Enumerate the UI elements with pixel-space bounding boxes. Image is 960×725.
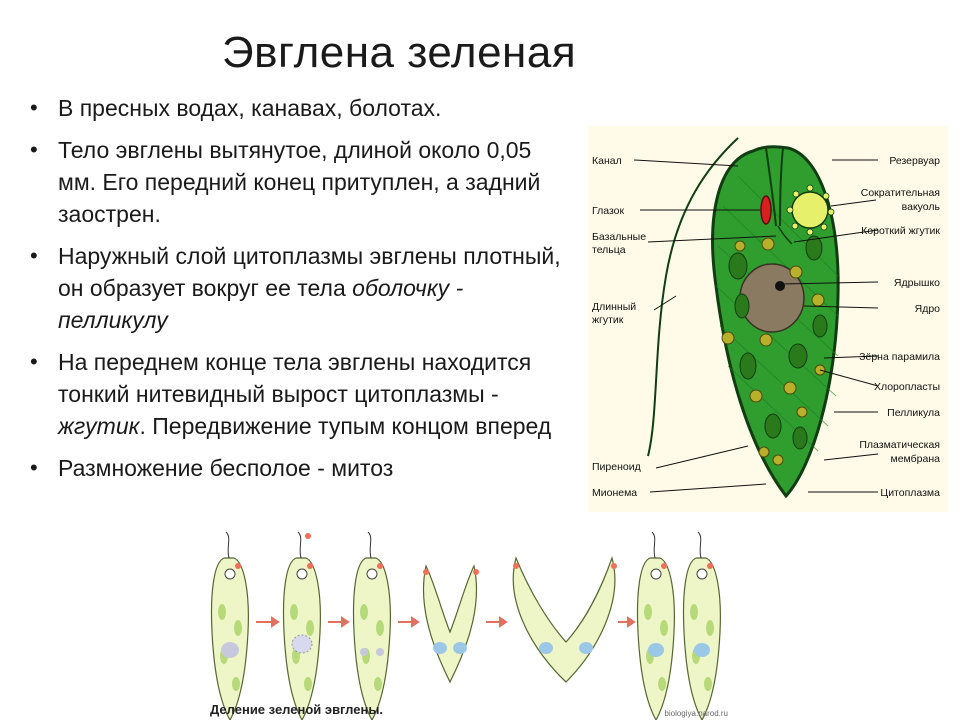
bullet-reproduction-text: Размножение бесполое - митоз xyxy=(58,455,394,481)
label-citoplazma: Цитоплазма xyxy=(880,487,940,499)
nucleolus xyxy=(775,281,785,291)
division-stage-1 xyxy=(212,532,249,720)
label-glazok: Глазок xyxy=(592,205,625,217)
label-mionema: Мионема xyxy=(592,487,638,499)
bullet-flagellum xyxy=(30,346,575,442)
label-korotky: Короткий жгутик xyxy=(861,225,940,237)
bullet-flagellum-tail: . Передвижение тупым концом вперед xyxy=(139,413,552,439)
label-sokr-1: Сократительная xyxy=(860,187,940,199)
division-stage-3 xyxy=(354,532,391,720)
label-dlinny-2: жгутик xyxy=(592,314,624,326)
division-illustration xyxy=(204,522,732,720)
eyespot xyxy=(761,196,771,224)
division-stage-5 xyxy=(513,558,617,682)
label-bazalnye-2: тельца xyxy=(592,244,626,256)
contractile-vacuole xyxy=(792,192,828,228)
label-kanal: Канал xyxy=(592,155,622,167)
bullet-pellicle-term: оболочку - пелликулу xyxy=(58,275,464,333)
label-paramil: Зёрна парамила xyxy=(859,351,940,363)
bullet-flagellum-text: На переднем конце тела эвглены находится тонкий нитевидный вырост цитоплазмы - xyxy=(58,349,532,407)
bullet-reproduction xyxy=(30,452,575,484)
division-stage-4 xyxy=(423,566,479,682)
label-yadro: Ядро xyxy=(914,303,940,315)
label-sokr-2: вакуоль xyxy=(901,201,940,213)
label-plazm-1: Плазматическая xyxy=(859,439,940,451)
bullet-list xyxy=(30,92,575,494)
euglena-diagram-svg xyxy=(588,126,948,512)
label-rezervuar: Резервуар xyxy=(889,155,940,167)
division-stage-6 xyxy=(638,532,721,720)
label-hloroplasty: Хлоропласты xyxy=(873,381,940,393)
slide-title: Эвглена зеленая xyxy=(222,28,577,77)
bullet-body xyxy=(30,134,575,230)
label-dlinny-1: Длинный xyxy=(592,301,637,313)
division-watermark: biologiya.narod.ru xyxy=(664,709,728,718)
label-plazm-2: мембрана xyxy=(890,453,940,465)
bullet-pellicle xyxy=(30,240,575,336)
label-pirenoid: Пиреноид xyxy=(592,461,641,473)
bullet-pellicle-text: Наружный слой цитоплазмы эвглены плотный, он образует вокруг ее тела xyxy=(58,243,561,301)
label-yadryshko: Ядрышко xyxy=(893,277,940,289)
label-bazalnye-1: Базальные xyxy=(592,231,647,243)
label-pellikula: Пелликула xyxy=(887,407,940,419)
bullet-habitat xyxy=(30,92,575,124)
division-stage-2 xyxy=(284,532,321,720)
bullet-habitat-text: В пресных водах, канавах, болотах. xyxy=(58,95,442,121)
division-illustration-svg xyxy=(204,522,732,720)
division-caption: Деление зеленой эвглены. xyxy=(210,702,384,717)
bullet-body-text: Тело эвглены вытянутое, длиной около 0,05 мм. Его передний конец притуплен, а задний заострен. xyxy=(58,137,541,227)
bullet-flagellum-term: жгутик xyxy=(58,413,140,439)
euglena-diagram xyxy=(588,126,948,512)
